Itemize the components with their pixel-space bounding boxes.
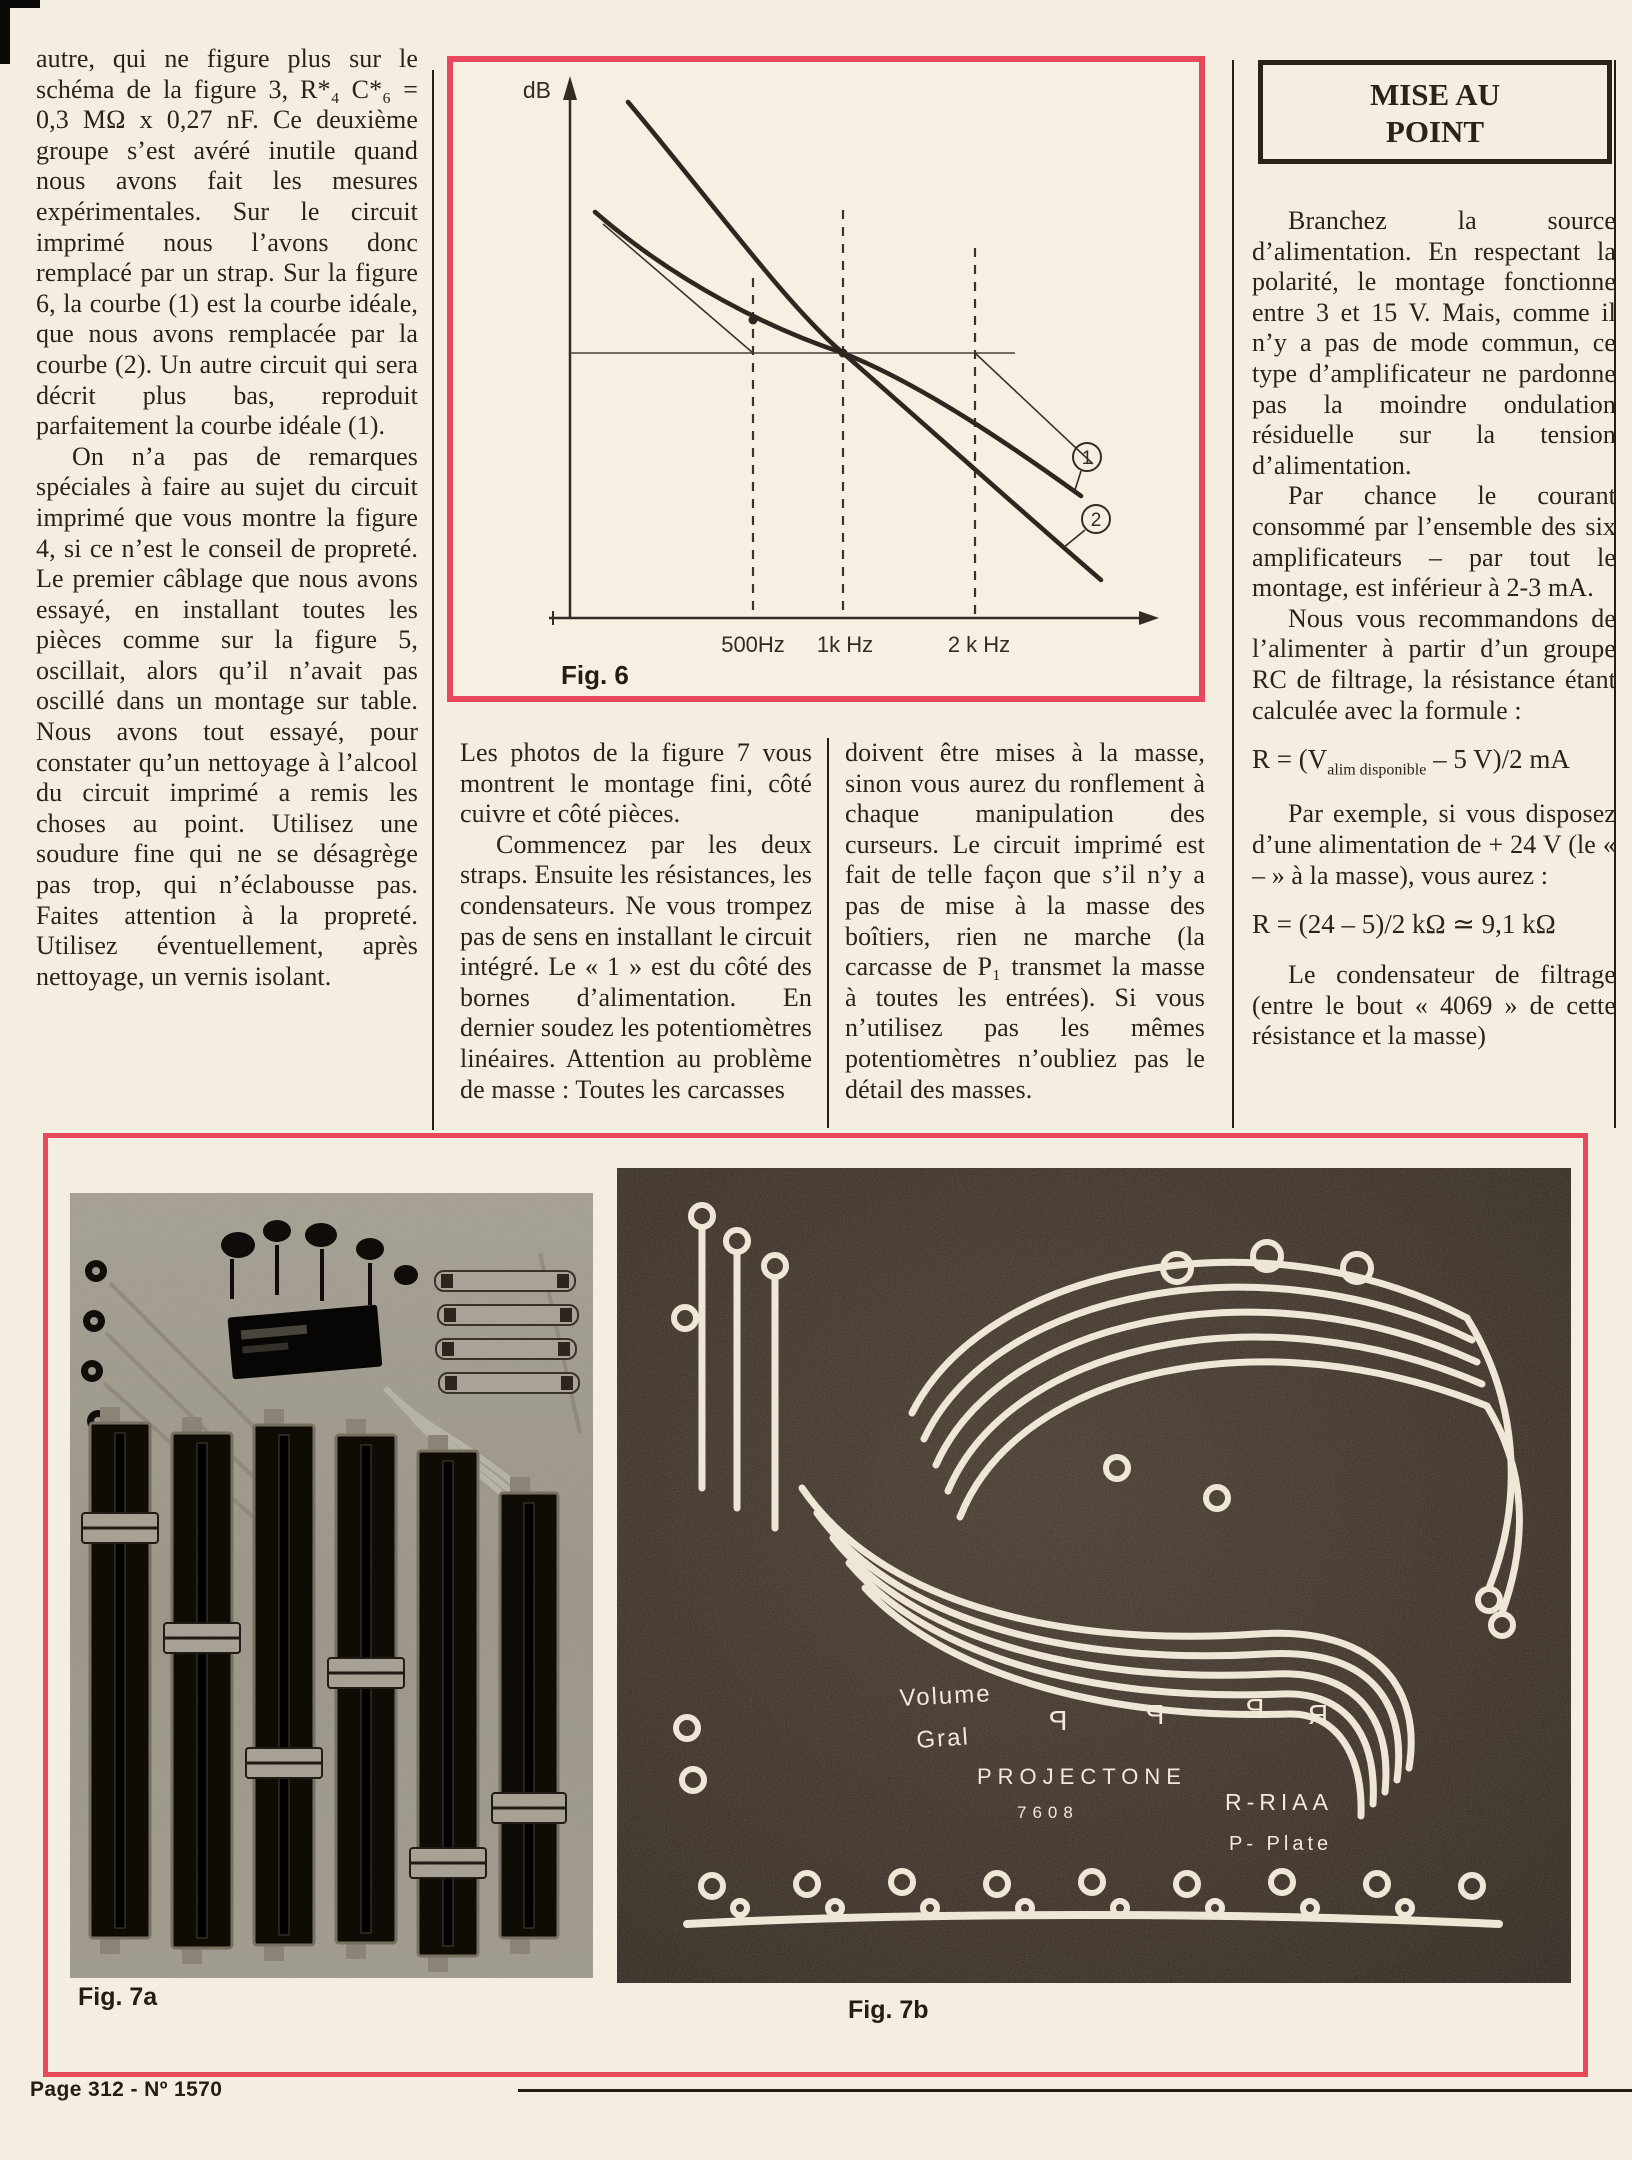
y-axis-arrow-icon bbox=[563, 76, 577, 100]
photo-7b-copper-side bbox=[617, 1168, 1571, 1983]
formula-part: – 5 V)/2 mA bbox=[1426, 744, 1570, 775]
footer-rule bbox=[518, 2089, 1632, 2092]
x-axis-arrow-icon bbox=[1139, 611, 1159, 625]
formula-example: R = (24 – 5)/2 kΩ ≃ 9,1 kΩ bbox=[1252, 909, 1556, 940]
curve2-label: 2 bbox=[1090, 510, 1102, 531]
photo-7a-component-side bbox=[70, 1193, 593, 1978]
paragraph: autre, qui ne figure plus sur le schéma de la figure 3, R*₄ C*₆ = 0,3 MΩ x 0,27 nF. Ce deuxième groupe s’est avéré inutile quand nous avons fait les mesures expérimentales. Sur le circuit imprimé nous l’avons donc remplacé par un strap. Sur la figure 6, la courbe (1) est la courbe idéale, que nous avons remplacée par la courbe (2). Un autre circuit qui sera décrit plus bas, reproduit parfaitement la courbe idéale (1). bbox=[36, 44, 418, 441]
photo-grain-overlay bbox=[617, 1168, 1571, 1983]
formula-subscript: alim disponible bbox=[1327, 761, 1427, 779]
pcb-letter-p-mirrored: P bbox=[1145, 1699, 1165, 1730]
paragraph: Nous vous recommandons de l’alimenter à partir d’un groupe RC de filtrage, la résistance étant calculée avec la formule : bbox=[1252, 603, 1616, 725]
figure7a-caption: Fig. 7a bbox=[78, 1983, 158, 2011]
callout2-leader bbox=[1063, 530, 1085, 548]
curve-2 bbox=[628, 102, 1101, 580]
paragraph: Les photos de la figure 7 vous montrent le montage fini, côté cuivre et côté pièces. bbox=[460, 738, 812, 829]
mise-au-point-heading bbox=[1258, 60, 1612, 164]
pcb-text-number: 7608 bbox=[1017, 1803, 1079, 1822]
paragraph: Commencez par les deux straps. Ensuite les résistances, les condensateurs. Ne vous trompez pas de sens en installant le circuit intégré. Le « 1 » est du côté des bornes d’alimentation. En dernier soudez les potentiomètres linéaires. Attention au problème de masse : Toutes les carcasses bbox=[460, 829, 813, 1104]
column-middle-left bbox=[460, 738, 812, 1105]
column-rule bbox=[432, 70, 434, 1130]
y-axis-label: dB bbox=[522, 77, 551, 103]
figure6-chart bbox=[453, 62, 1199, 696]
pcb-text-volume: Volume bbox=[898, 1680, 993, 1712]
figure7b-caption: Fig. 7b bbox=[848, 1996, 929, 2024]
heading-line: MISE AU bbox=[1369, 77, 1501, 112]
formula-part: R = (V bbox=[1252, 744, 1328, 775]
column-middle-right bbox=[845, 738, 1205, 1105]
column-rule bbox=[827, 738, 829, 1128]
pcb-text-riaa: R-RIAA bbox=[1225, 1789, 1333, 1815]
paragraph: doivent être mises à la masse, sinon vous aurez du ronflement à chaque manipulation des curseurs. Le circuit imprimé est fait de telle façon que s’il n’y a pas de mise à la masse des boîtiers, rien ne marche (la carcasse de P₁ transmet la masse à toutes les entrées). Si vous n’utilisez pas les mêmes potentiomètres n’oubliez pas le détail des masses. bbox=[845, 738, 1205, 1104]
figure6-caption: Fig. 6 bbox=[561, 660, 629, 690]
paragraph: Par chance le courant consommé par l’ensemble des six amplificateurs – par tout le montage, est inférieur à 2-3 mA. bbox=[1252, 481, 1616, 603]
paragraph: On n’a pas de remarques spéciales à faire au sujet du circuit imprimé que vous montre la figure 4, si ce n’est le conseil de propreté. Le premier câblage que nous avons essayé, en installant toutes les pièces comme sur la figure 5, oscillait, alors qu’il n’avait pas oscillé dans un montage sur table. Nous avons tout essayé, pour constater qu’un nettoyage à l’alcool du circuit imprimé a remis les choses au point. Utilisez une soudure fine qui ne se désagrège pas trop, qui n’éclabousse pas. Faites attention à la propreté. Utilisez éventuellement, après nettoyage, un vernis isolant. bbox=[36, 441, 418, 991]
figure6-box bbox=[447, 56, 1205, 702]
curve-1 bbox=[595, 212, 1081, 496]
photo-grain-overlay bbox=[70, 1193, 593, 1978]
ideal-asymptote-left bbox=[603, 224, 753, 353]
tick-2khz: 2 k Hz bbox=[947, 632, 1011, 657]
pcb-letter-p-mirrored: P bbox=[1245, 1693, 1265, 1724]
pcb-text-gral: Gral bbox=[915, 1723, 971, 1754]
column-left bbox=[36, 44, 418, 992]
heading-line: POINT bbox=[1385, 114, 1485, 149]
paragraph: Par exemple, si vous disposez d’une alimentation de + 24 V (le « – » à la masse), vous aurez : bbox=[1252, 799, 1616, 890]
paragraph: Branchez la source d’alimentation. En respectant la polarité, le montage fonctionne entre 3 et 15 V. Mais, comme il n’y a pas de mode commun, ce type d’amplificateur ne pardonne pas la moindre ondulation résiduelle sur la tension d’alimentation. bbox=[1252, 206, 1616, 480]
pcb-text-plate: P- Plate bbox=[1229, 1833, 1333, 1855]
pcb-text-brand: PROJECTONE bbox=[977, 1764, 1187, 1789]
formula-resistance bbox=[1252, 744, 1616, 779]
tick-500hz: 500Hz bbox=[721, 632, 785, 657]
figure7-box bbox=[43, 1133, 1588, 2077]
tick-1khz: 1k Hz bbox=[816, 632, 874, 657]
column-rule bbox=[1232, 60, 1234, 1128]
curve-point-500hz bbox=[749, 316, 758, 325]
pcb-letter-p-mirrored: P bbox=[1048, 1705, 1068, 1736]
curve1-label: 1 bbox=[1081, 448, 1093, 469]
column-right bbox=[1252, 60, 1616, 1052]
pcb-letter-r-mirrored: Я bbox=[1307, 1699, 1329, 1730]
scan-edge-mark bbox=[0, 0, 40, 8]
scan-edge-mark bbox=[0, 0, 10, 64]
page-footer: Page 312 - Nº 1570 bbox=[30, 2078, 223, 2101]
callout1-leader bbox=[1075, 471, 1081, 490]
paragraph: Le condensateur de filtrage (entre le bout « 4069 » de cette résistance et la masse) bbox=[1252, 960, 1616, 1051]
ideal-asymptote-right bbox=[975, 353, 1093, 464]
curve-crossing-1khz bbox=[839, 349, 848, 358]
